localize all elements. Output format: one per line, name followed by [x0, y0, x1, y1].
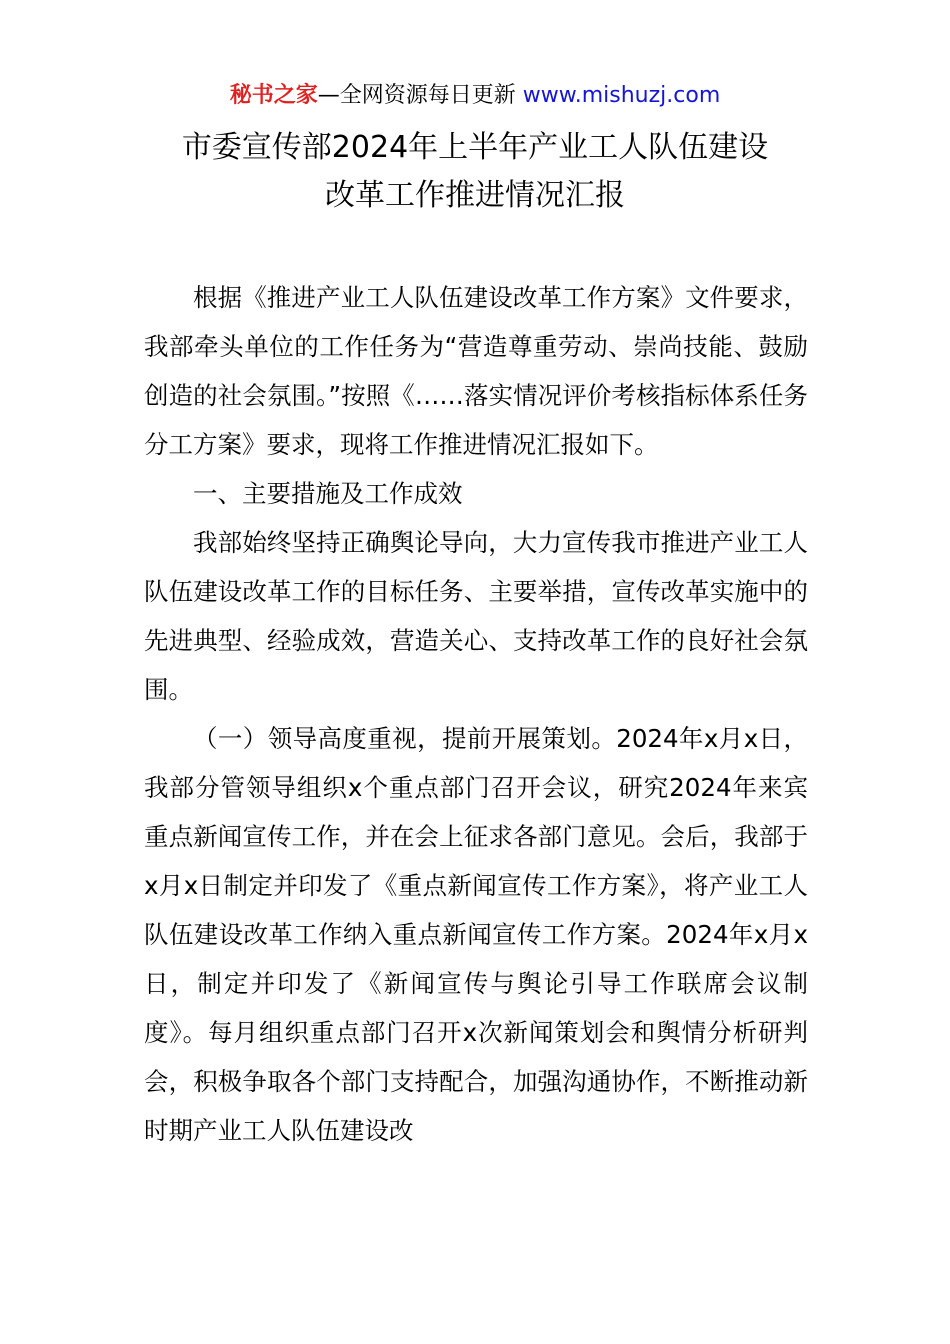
document-title-line-2: 改革工作推进情况汇报: [325, 178, 625, 213]
section-paragraph: 我部始终坚持正确舆论导向，大力宣传我市推进产业工人队伍建设改革工作的目标任务、主要举措，宣传改革实施中的先进典型、经验成效，营造关心、支持改革工作的良好社会氛围。: [144, 528, 808, 704]
site-banner: [0, 80, 950, 112]
document-body: [144, 273, 808, 1155]
document-title-line-1: 市委宣传部2024年上半年产业工人队伍建设: [181, 130, 769, 165]
subsection-paragraph: （一）领导高度重视，提前开展策划。2024年x月x日，我部分管领导组织x个重点部门召开会议，研究2024年来宾重点新闻宣传工作，并在会上征求各部门意见。会后，我部于x月x日制定并印发了《重点新闻宣传工作方案》，将产业工人队伍建设改革工作纳入重点新闻宣传工作方案。2024年x月x日，制定并印发了《新闻宣传与舆论引导工作联席会议制度》。每月组织重点部门召开x次新闻策划会和舆情分析研判会，积极争取各个部门支持配合，加强沟通协作，不断推动新时期产业工人队伍建设改: [144, 724, 808, 1145]
site-url-link[interactable]: www.mishuzj.com: [522, 83, 721, 108]
banner-slogan: —全网资源每日更新: [317, 83, 523, 108]
brand-name: 秘书之家: [229, 83, 318, 108]
section-heading: 一、主要措施及工作成效: [193, 479, 463, 508]
intro-paragraph: 根据《推进产业工人队伍建设改革工作方案》文件要求，我部牵头单位的工作任务为“营造尊重劳动、崇尚技能、鼓励创造的社会氛围。”按照《……落实情况评价考核指标体系任务分工方案》要求，现将工作推进情况汇报如下。: [144, 283, 808, 459]
